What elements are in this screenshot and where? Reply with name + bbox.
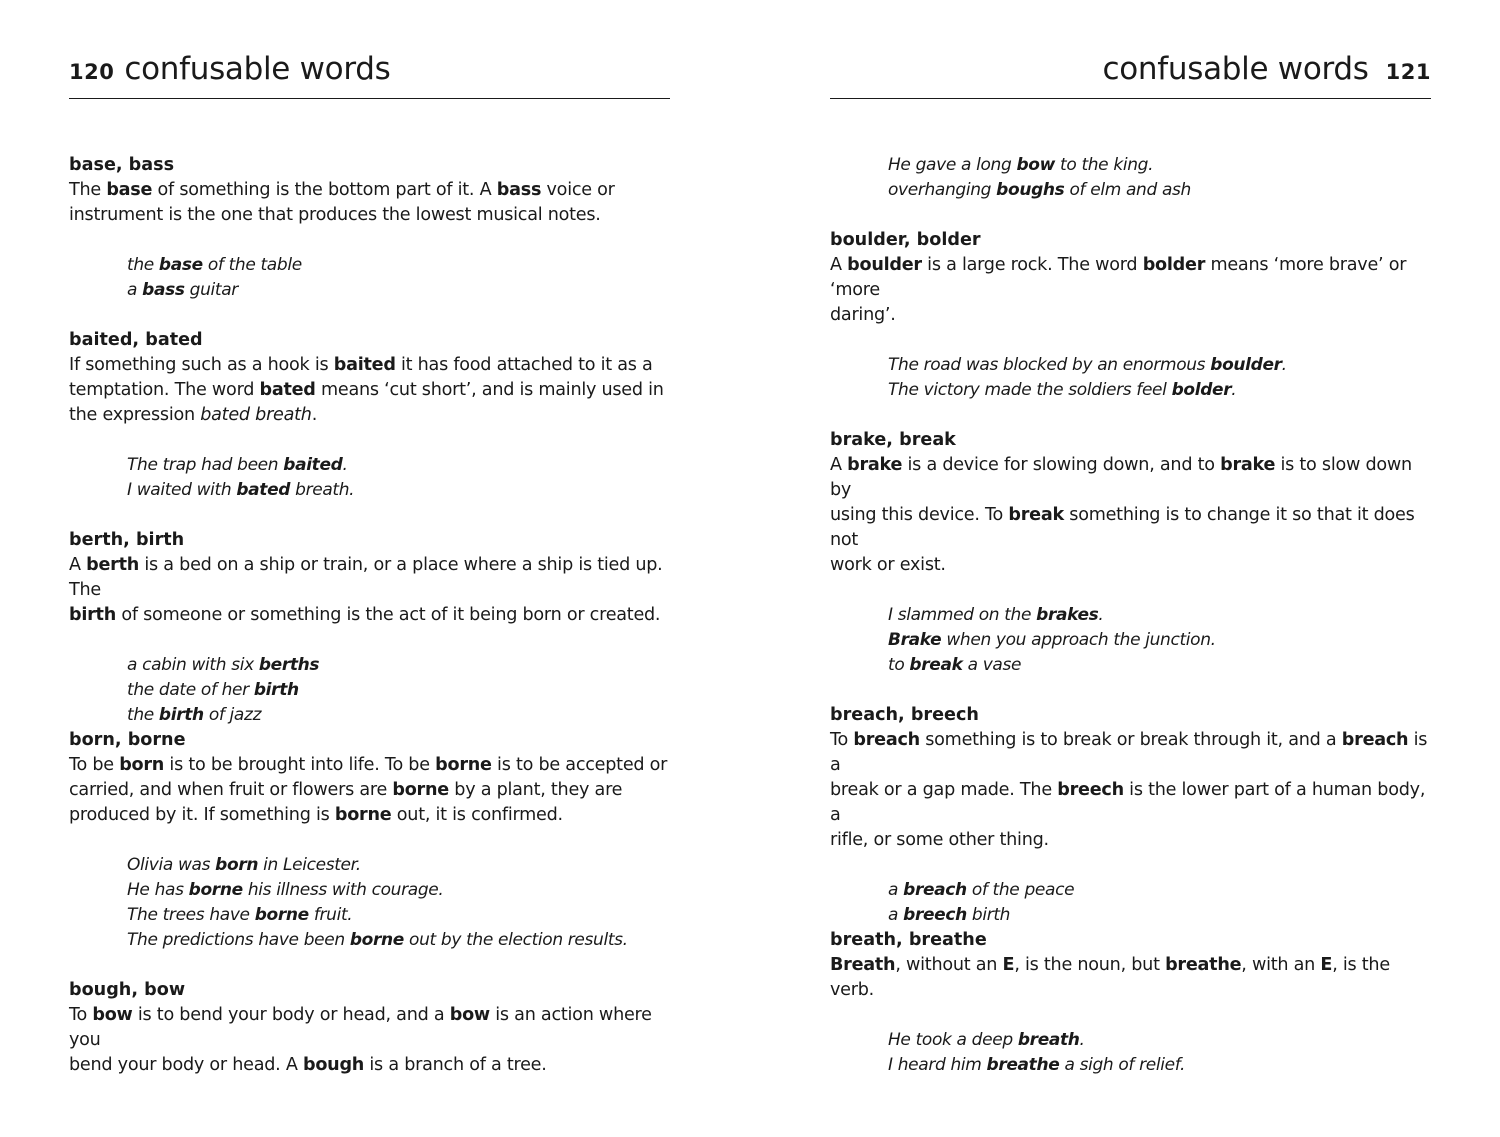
- bold-term: breach: [1341, 730, 1409, 750]
- dictionary-entry: [69, 328, 670, 503]
- running-header: [830, 48, 1431, 99]
- bold-term: breach: [853, 730, 920, 750]
- bold-term: E: [1002, 955, 1015, 975]
- example-line: He took a deep breath.: [888, 1030, 1085, 1050]
- page-body: [830, 153, 1431, 1103]
- bold-term: breathe: [986, 1055, 1060, 1075]
- headword: base, bass: [69, 155, 175, 175]
- headword: brake, break: [830, 430, 956, 450]
- bold-term: Breath: [830, 955, 896, 975]
- definition: A berth is a bed on a ship or train, or a place where a ship is tied up. The birth of someone or something is the act of it being born or created.: [69, 555, 663, 625]
- example-line: The victory made the soldiers feel bolder.: [888, 380, 1237, 400]
- bold-term: borne: [334, 805, 392, 825]
- bold-term: brake: [1220, 455, 1276, 475]
- italic-phrase: bated breath: [200, 405, 312, 425]
- running-title: confusable words: [124, 51, 391, 87]
- example-line: The trap had been baited.: [127, 455, 348, 475]
- bold-term: break: [1008, 505, 1064, 525]
- example-line: He gave a long bow to the king.: [888, 155, 1154, 175]
- definition: To breach something is to break or break through it, and a breach is a break or a gap made. The breech is the lower part of a human body, a rifle, or some other thing.: [830, 730, 1428, 850]
- bold-term: breath: [1017, 1030, 1080, 1050]
- example-line: a breach of the peace: [888, 880, 1075, 900]
- dictionary-entry: [69, 528, 670, 728]
- bold-term: bow: [449, 1005, 490, 1025]
- definition: A boulder is a large rock. The word bolder means ‘more brave’ or ‘more daring’.: [830, 255, 1407, 325]
- example-line: the base of the table: [127, 255, 302, 275]
- headword: boulder, bolder: [830, 230, 981, 250]
- bold-term: borne: [254, 905, 309, 925]
- bold-term: boughs: [996, 180, 1065, 200]
- headword: breath, breathe: [830, 930, 987, 950]
- bold-term: bated: [259, 380, 316, 400]
- bold-term: baited: [333, 355, 396, 375]
- example-line: I slammed on the brakes.: [888, 605, 1104, 625]
- bold-term: berth: [86, 555, 140, 575]
- example-line: The predictions have been borne out by the election results.: [127, 930, 628, 950]
- dictionary-entry: [69, 153, 670, 303]
- bold-term: born: [119, 755, 165, 775]
- example-line: to break a vase: [888, 655, 1022, 675]
- bold-term: borne: [188, 880, 243, 900]
- bold-term: baited: [283, 455, 343, 475]
- headword: bough, bow: [69, 980, 186, 1000]
- definition: Breath, without an E, is the noun, but breathe, with an E, is the verb.: [830, 955, 1390, 1000]
- example-line: a bass guitar: [127, 280, 238, 300]
- bold-term: bough: [303, 1055, 365, 1075]
- bold-term: breech: [903, 905, 967, 925]
- bold-term: breech: [1057, 780, 1124, 800]
- definition: To be born is to be brought into life. To be borne is to be accepted or carried, and when fruit or flowers are borne by a plant, they are produced by it. If something is borne out, it is confirmed.: [69, 755, 668, 825]
- bold-term: brake: [847, 455, 903, 475]
- bold-term: bolder: [1171, 380, 1232, 400]
- running-title: confusable words: [1102, 51, 1369, 87]
- definition: To bow is to bend your body or head, and a bow is an action where you bend your body or head. A bough is a branch of a tree.: [69, 1005, 652, 1075]
- dictionary-entry: [830, 703, 1431, 928]
- example-line: the date of her birth: [127, 680, 299, 700]
- bold-term: borne: [392, 780, 449, 800]
- bold-term: E: [1320, 955, 1333, 975]
- example-line: Olivia was born in Leicester.: [127, 855, 361, 875]
- bold-term: birth: [69, 605, 116, 625]
- bold-term: bow: [1016, 155, 1055, 175]
- dictionary-entry: [830, 228, 1431, 403]
- example-block: [127, 653, 670, 728]
- headword: born, borne: [69, 730, 186, 750]
- bold-term: bolder: [1142, 255, 1206, 275]
- bold-term: boulder: [1210, 355, 1282, 375]
- bold-term: birth: [158, 705, 204, 725]
- example-line: Brake when you approach the junction.: [888, 630, 1216, 650]
- bold-term: base: [158, 255, 203, 275]
- headword: baited, bated: [69, 330, 203, 350]
- bold-term: birth: [253, 680, 299, 700]
- example-block: [888, 603, 1431, 678]
- dictionary-entry: [69, 978, 670, 1078]
- example-block: [127, 453, 670, 503]
- bold-term: born: [215, 855, 259, 875]
- example-block: [127, 853, 670, 953]
- bold-term: borne: [435, 755, 492, 775]
- bold-term: bass: [496, 180, 542, 200]
- headword: berth, birth: [69, 530, 185, 550]
- example-line: He has borne his illness with courage.: [127, 880, 444, 900]
- bold-term: bow: [92, 1005, 133, 1025]
- bold-term: berths: [258, 655, 320, 675]
- example-block: [888, 353, 1431, 403]
- example-block: [888, 878, 1431, 928]
- page-number: 120: [69, 60, 115, 84]
- bold-term: base: [106, 180, 153, 200]
- example-line: I heard him breathe a sigh of relief.: [888, 1055, 1186, 1075]
- bold-term: bated: [236, 480, 291, 500]
- example-block: [888, 1028, 1431, 1078]
- bold-term: breathe: [1165, 955, 1242, 975]
- definition: A brake is a device for slowing down, and to brake is to slow down by using this device. To break something is to change it so that it does not work or exist.: [830, 455, 1415, 575]
- page-body: [69, 153, 670, 1103]
- bold-term: borne: [349, 930, 404, 950]
- dictionary-entry: [69, 728, 670, 953]
- example-line: I waited with bated breath.: [127, 480, 355, 500]
- example-line: The road was blocked by an enormous boulder.: [888, 355, 1287, 375]
- example-line: a cabin with six berths: [127, 655, 320, 675]
- page-number: 121: [1385, 60, 1431, 84]
- bold-term: bass: [142, 280, 185, 300]
- continued-examples: [830, 153, 1431, 203]
- example-block: [127, 253, 670, 303]
- example-line: a breech birth: [888, 905, 1011, 925]
- example-line: overhanging boughs of elm and ash: [888, 180, 1191, 200]
- definition: The base of something is the bottom part of it. A bass voice or instrument is the one that produces the lowest musical notes.: [69, 180, 615, 225]
- bold-term: boulder: [847, 255, 922, 275]
- example-line: the birth of jazz: [127, 705, 262, 725]
- bold-term: brakes: [1036, 605, 1099, 625]
- dictionary-entry: [830, 428, 1431, 678]
- headword: breach, breech: [830, 705, 979, 725]
- bold-term: break: [909, 655, 963, 675]
- example-block: [888, 153, 1431, 203]
- running-header: [69, 48, 670, 99]
- example-line: The trees have borne fruit.: [127, 905, 353, 925]
- dictionary-entry: [830, 928, 1431, 1078]
- bold-term: Brake: [888, 630, 942, 650]
- bold-term: breach: [903, 880, 967, 900]
- definition: If something such as a hook is baited it has food attached to it as a temptation. The word bated means ‘cut short’, and is mainly used in the expression bated breath.: [69, 355, 664, 425]
